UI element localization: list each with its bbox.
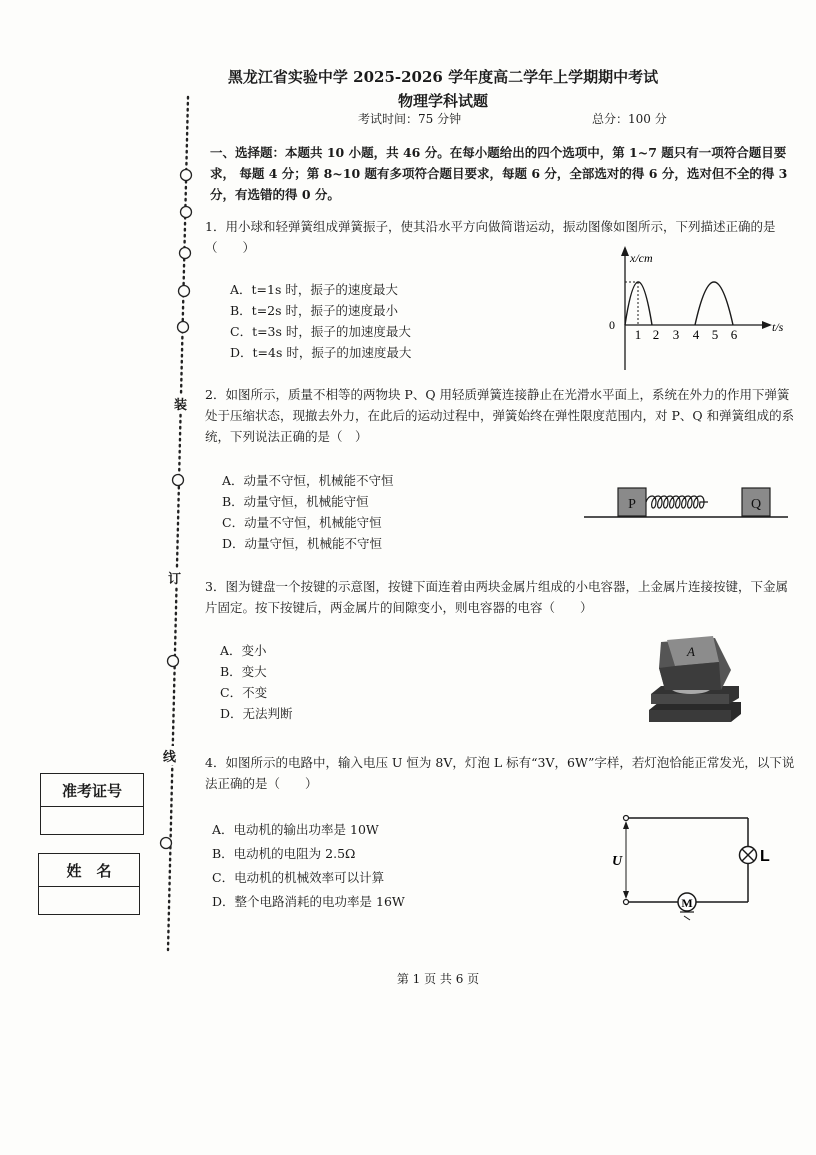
option: B．电动机的电阻为 2.5Ω bbox=[212, 846, 356, 861]
question-4-stem: 4．如图所示的电路中，输入电压 U 恒为 8V，灯泡 L 标有“3V，6W”字样，若灯泡恰能正常发光，以下说法正确的是（ ） bbox=[205, 755, 795, 791]
graph-tick: 2 bbox=[652, 327, 660, 342]
bulb-icon bbox=[740, 847, 757, 864]
graph-tick: 5 bbox=[711, 327, 719, 342]
graph-curve-2 bbox=[695, 282, 733, 325]
keyboard-key-figure bbox=[645, 632, 745, 726]
option: B．t=2s 时，振子的速度最小 bbox=[230, 303, 399, 318]
exam-time: 考试时间：75 分钟 bbox=[358, 112, 462, 126]
option: C．动量不守恒，机械能守恒 bbox=[222, 515, 382, 530]
circuit-u-label: U bbox=[612, 854, 623, 869]
question-2-options bbox=[222, 470, 394, 554]
binding-dotted-line bbox=[150, 95, 200, 955]
graph-tick: 1 bbox=[634, 327, 642, 342]
spring-blocks-figure bbox=[582, 484, 792, 524]
option: D．t=4s 时，振子的加速度最大 bbox=[230, 345, 412, 360]
block-p-label: P bbox=[628, 497, 636, 512]
question-4-options bbox=[212, 818, 405, 914]
exam-score: 总分：100 分 bbox=[592, 112, 667, 126]
option: B．动量守恒，机械能守恒 bbox=[222, 494, 369, 509]
circuit-figure bbox=[612, 808, 782, 932]
option: B．变大 bbox=[220, 664, 267, 679]
option: A．动量不守恒，机械能不守恒 bbox=[222, 473, 394, 488]
question-3-stem: 3．图为键盘一个按键的示意图，按键下面连着由两块金属片组成的小电容器，上金属片连接按键，下金属片固定。按下按键后，两金属片的间隙变小，则电容器的电容（ ） bbox=[205, 579, 788, 615]
binding-hole bbox=[168, 656, 179, 667]
binding-hole bbox=[173, 475, 184, 486]
option: A．变小 bbox=[220, 643, 267, 658]
graph-y-label: x/cm bbox=[630, 251, 653, 265]
question-1-options bbox=[230, 279, 411, 363]
binding-hole bbox=[181, 207, 192, 218]
option: D．无法判断 bbox=[220, 706, 293, 721]
spring bbox=[646, 496, 708, 508]
option: A．t=1s 时，振子的速度最大 bbox=[230, 282, 398, 297]
name-label: 姓 名 bbox=[39, 854, 139, 887]
graph-x-label: t/s bbox=[772, 320, 784, 334]
exam-title: 黑龙江省实验中学 2025-2026 学年度高二学年上学期期中考试 bbox=[227, 68, 659, 86]
motor-label: M bbox=[681, 896, 693, 910]
binding-hole bbox=[161, 838, 172, 849]
graph-tick: 6 bbox=[730, 327, 738, 342]
binding-char-zhuang: 装 bbox=[174, 394, 187, 413]
option: C．t=3s 时，振子的加速度最大 bbox=[230, 324, 411, 339]
block-q-label: Q bbox=[750, 497, 762, 512]
motor-icon bbox=[678, 893, 696, 920]
binding-char-xian: 线 bbox=[163, 746, 176, 765]
name-box[interactable] bbox=[38, 853, 140, 915]
option: D．整个电路消耗的电功率是 16W bbox=[212, 894, 405, 909]
question-1-stem: 1．用小球和轻弹簧组成弹簧振子，使其沿水平方向做简谐运动，振动图像如图所示，下列描述正确的是（ ） bbox=[205, 219, 776, 255]
binding-hole bbox=[180, 248, 191, 259]
exam-id-label: 准考证号 bbox=[41, 774, 143, 807]
vibration-graph-figure bbox=[600, 244, 800, 376]
option: A．电动机的输出功率是 10W bbox=[212, 822, 379, 837]
binding-hole bbox=[178, 322, 189, 333]
circuit-l-label: L bbox=[760, 848, 770, 865]
binding-char-ding: 订 bbox=[168, 568, 181, 587]
question-3-options bbox=[220, 640, 293, 724]
page-footer: 第 1 页 共 6 页 bbox=[396, 972, 480, 986]
graph-tick: 4 bbox=[692, 327, 700, 342]
section-heading: 一、选择题：本题共 10 小题，共 46 分。在每小题给出的四个选项中，第 1~7 题只有一项符合题目要求， 每题 4 分；第 8~10 题有多项符合题目要求，每题 6 分，全部选对的得 6 分，选对但不全的得 3 分，有选错的得 0 分。 bbox=[210, 145, 788, 202]
binding-hole bbox=[179, 286, 190, 297]
graph-tick: 3 bbox=[672, 327, 680, 342]
option: C．电动机的机械效率可以计算 bbox=[212, 870, 385, 885]
key-label: A bbox=[687, 644, 695, 659]
question-2-stem: 2．如图所示，质量不相等的两物块 P、Q 用轻质弹簧连接静止在光滑水平面上，系统在外力的作用下弹簧处于压缩状态，现撤去外力，在此后的运动过程中，弹簧始终在弹性限度范围内，对 P、Q 和弹簧组成的系统，下列说法正确的是（ ） bbox=[205, 387, 795, 444]
graph-origin: 0 bbox=[609, 318, 615, 332]
option: D．动量守恒，机械能不守恒 bbox=[222, 536, 383, 551]
exam-subtitle: 物理学科试题 bbox=[397, 92, 488, 110]
option: C．不变 bbox=[220, 685, 268, 700]
binding-hole bbox=[181, 170, 192, 181]
exam-id-box[interactable] bbox=[40, 773, 144, 835]
